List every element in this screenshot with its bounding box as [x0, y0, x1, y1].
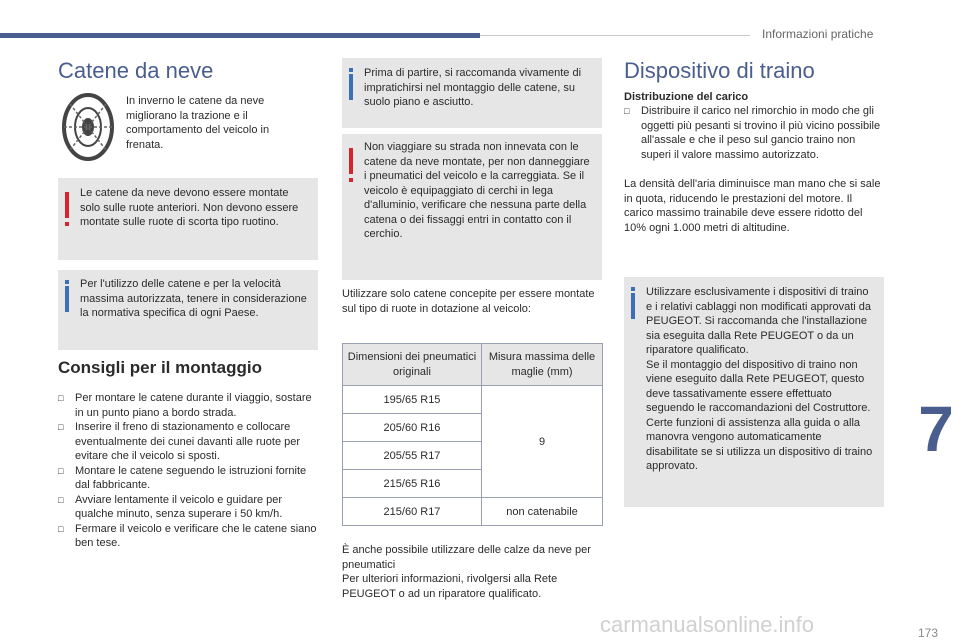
chapter-number: 7	[918, 393, 954, 465]
warning-icon	[65, 192, 69, 218]
info-box-towing	[624, 277, 884, 507]
info-box-regulations	[58, 270, 318, 350]
load-distribution-heading: Distribuzione del carico	[624, 91, 749, 103]
table-cell: 215/65 R16	[343, 470, 482, 498]
chain-size-table	[342, 343, 603, 526]
warning-icon	[349, 148, 353, 174]
table-cell: 9	[482, 386, 603, 498]
warning-box-no-snow	[342, 134, 602, 280]
snow-chain-tire-icon	[60, 92, 116, 162]
load-distribution-list	[624, 104, 882, 162]
mounting-steps-list	[58, 391, 320, 551]
table-cell: 215/60 R17	[343, 498, 482, 526]
header-bar	[0, 33, 480, 38]
warning-text: Le catene da neve devono essere montate solo sulle ruote anteriori. Non devono essere montate sulle ruote di scorta tipo ruotino.	[80, 187, 299, 228]
table-cell: 205/60 R16	[343, 414, 482, 442]
info-text: Prima di partire, si raccomanda vivamente di impratichirsi nel montaggio delle catene, su suolo piano e asciutto.	[364, 67, 582, 108]
info-icon	[65, 286, 69, 312]
warning-text: Non viaggiare su strada non innevata con le catene da neve montate, per non danneggiare i pneumatici del veicolo e la carreggiata. Se il veicolo è equipaggiato di cerchi in lega d'alluminio, verificare che nessuna parte della catena o dei fissaggi entri in contatto con il cerchio.	[364, 141, 590, 240]
table-header-row	[343, 344, 603, 386]
list-item: □ Per montare le catene durante il viaggio, sostare in un punto piano a bordo strada.	[58, 391, 320, 420]
watermark: carmanualsonline.info	[600, 612, 815, 637]
list-item: □ Fermare il veicolo e verificare che le catene siano ben tese.	[58, 522, 320, 551]
info-icon	[349, 74, 353, 100]
section-title: Informazioni pratiche	[762, 27, 874, 41]
mounting-tips-heading: Consigli per il montaggio	[58, 358, 262, 377]
list-item: □ Distribuire il carico nel rimorchio in modo che gli oggetti più pesanti si trovino il più vicino possibile all'assale e che il peso sul gancio traino non superi il valore massimo autorizzato.	[624, 104, 882, 162]
info-text: Per l'utilizzo delle catene e per la velocità massima autorizzata, tenere in considerazione la normativa specifica di ogni Paese.	[80, 278, 307, 319]
page-number: 173	[917, 626, 938, 640]
table-row	[343, 386, 603, 414]
info-text: Utilizzare esclusivamente i dispositivi di traino e i relativi cablaggi non modificati approvati da PEUGEOT. Si raccomanda che l'installazione sia eseguita dalla Rete PEUGEOT o da un riparatore qualificato. Se il montaggio del dispositivo di traino non viene eseguito dalla Rete PEUGEOT, questo deve tassativamente essere effettuato seguendo le raccomandazioni del Costruttore. Certe funzioni di assistenza alla guida o alla manovra vengono automaticamente disabilitate se si utilizza un dispositivo di traino approvato.	[646, 286, 873, 472]
page-title-snow-chains: Catene da neve	[58, 58, 214, 83]
info-icon	[631, 293, 635, 319]
list-item: □ Montare le catene seguendo le istruzioni fornite dal fabbricante.	[58, 464, 320, 493]
table-cell: 205/55 R17	[343, 442, 482, 470]
warning-box-front-wheels	[58, 178, 318, 260]
table-header-cell: Misura massima delle maglie (mm)	[482, 344, 603, 386]
table-intro: Utilizzare solo catene concepite per essere montate sul tipo di ruote in dotazione al veicolo:	[342, 288, 595, 315]
air-density-paragraph: La densità dell'aria diminuisce man mano che si sale in quota, riducendo le prestazioni del motore. Il carico massimo trainabile deve essere ridotto del 10% ogni 1.000 metri di altitudine.	[624, 178, 881, 234]
dealer-note: Per ulteriori informazioni, rivolgersi alla Rete PEUGEOT o ad un riparatore qualificato.	[342, 573, 558, 600]
list-item: □ Inserire il freno di stazionamento e collocare eventualmente dei cunei davanti alle ruote per evitare che il veicolo si sposti.	[58, 420, 320, 464]
towing-device-title: Dispositivo di traino	[624, 58, 815, 83]
list-item: □ Avviare lentamente il veicolo e guidare per qualche minuto, senza superare i 50 km/h.	[58, 493, 320, 522]
table-cell: non catenabile	[482, 498, 603, 526]
info-box-practice	[342, 58, 602, 128]
snow-socks-note: È anche possibile utilizzare delle calze da neve per pneumatici	[342, 544, 591, 571]
snow-chains-intro: In inverno le catene da neve migliorano la trazione e il comportamento del veicolo in frenata.	[126, 95, 270, 151]
table-row	[343, 498, 603, 526]
table-header-cell: Dimensioni dei pneumatici originali	[343, 344, 482, 386]
table-cell: 195/65 R15	[343, 386, 482, 414]
header-rule	[480, 35, 750, 36]
